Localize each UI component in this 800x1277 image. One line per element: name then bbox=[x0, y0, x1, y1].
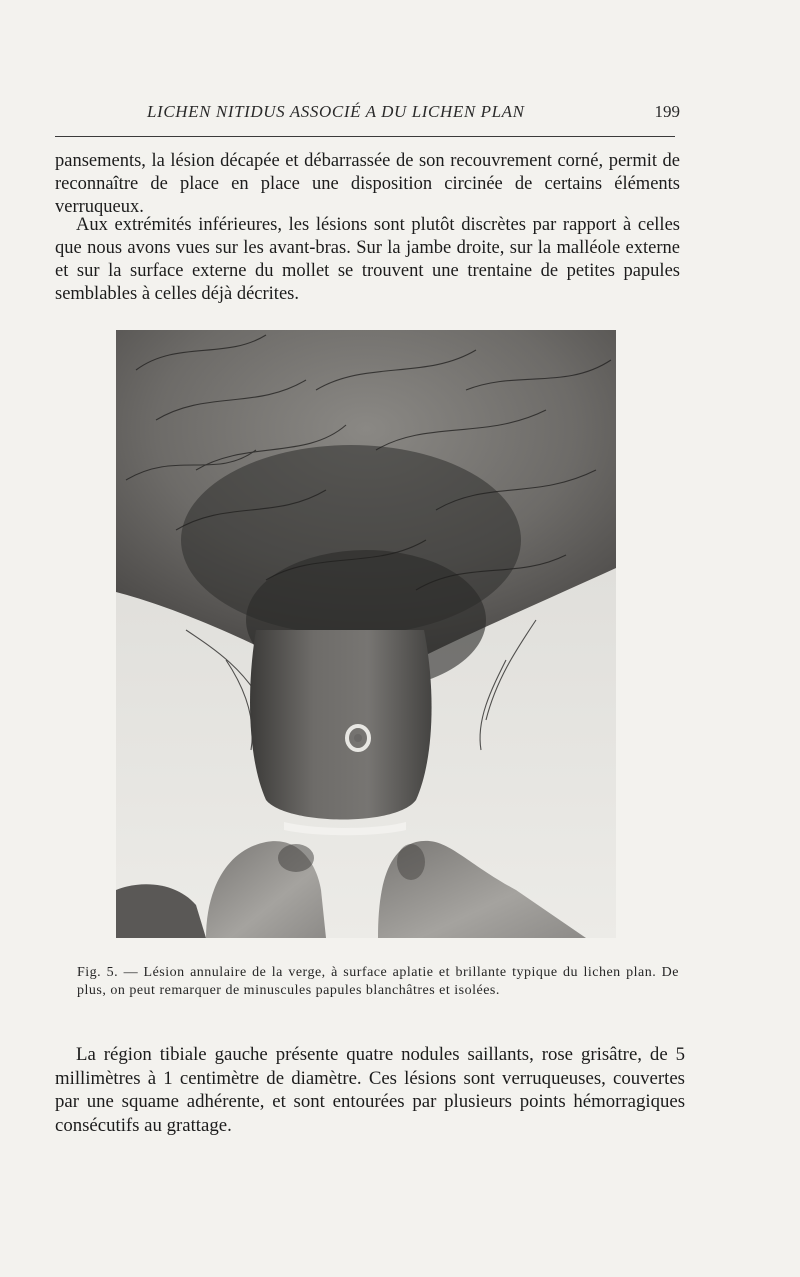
page-number: 199 bbox=[654, 102, 680, 121]
figure-caption-text: — Lésion annulaire de la verge, à surface aplatie et brillante typique du lichen plan. De plus, on peut remarquer de minuscules papules blanchâtres et isolées. bbox=[77, 965, 679, 998]
figure-photograph bbox=[116, 330, 616, 938]
paragraph-1: pansements, la lésion décapée et débarrassée de son recouvrement corné, permit de reconnaître de place en place une disposition circinée de certains éléments verruqueux. bbox=[55, 151, 680, 217]
running-title: LICHEN NITIDUS ASSOCIÉ A DU LICHEN PLAN bbox=[147, 102, 525, 121]
figure-caption bbox=[77, 964, 679, 1000]
clinical-photo bbox=[116, 330, 616, 938]
header-rule bbox=[55, 136, 675, 137]
figure-label: Fig. 5. bbox=[77, 965, 119, 980]
paragraph-3: La région tibiale gauche présente quatre nodules saillants, rose grisâtre, de 5 millimètres à 1 centimètre de diamètre. Ces lésions sont verruqueuses, couvertes par une squame adhérente, et sont entourées par plusieurs points hémorragiques consécutifs au grattage. bbox=[55, 1044, 685, 1136]
paragraph-2: Aux extrémités inférieures, les lésions sont plutôt discrètes par rapport à celles que nous avons vues sur les avant-bras. Sur la jambe droite, sur la malléole externe et sur la surface externe du mollet se trouvent une trentaine de petites papules semblables à celles déjà décrites. bbox=[55, 215, 680, 304]
running-head bbox=[55, 102, 680, 128]
